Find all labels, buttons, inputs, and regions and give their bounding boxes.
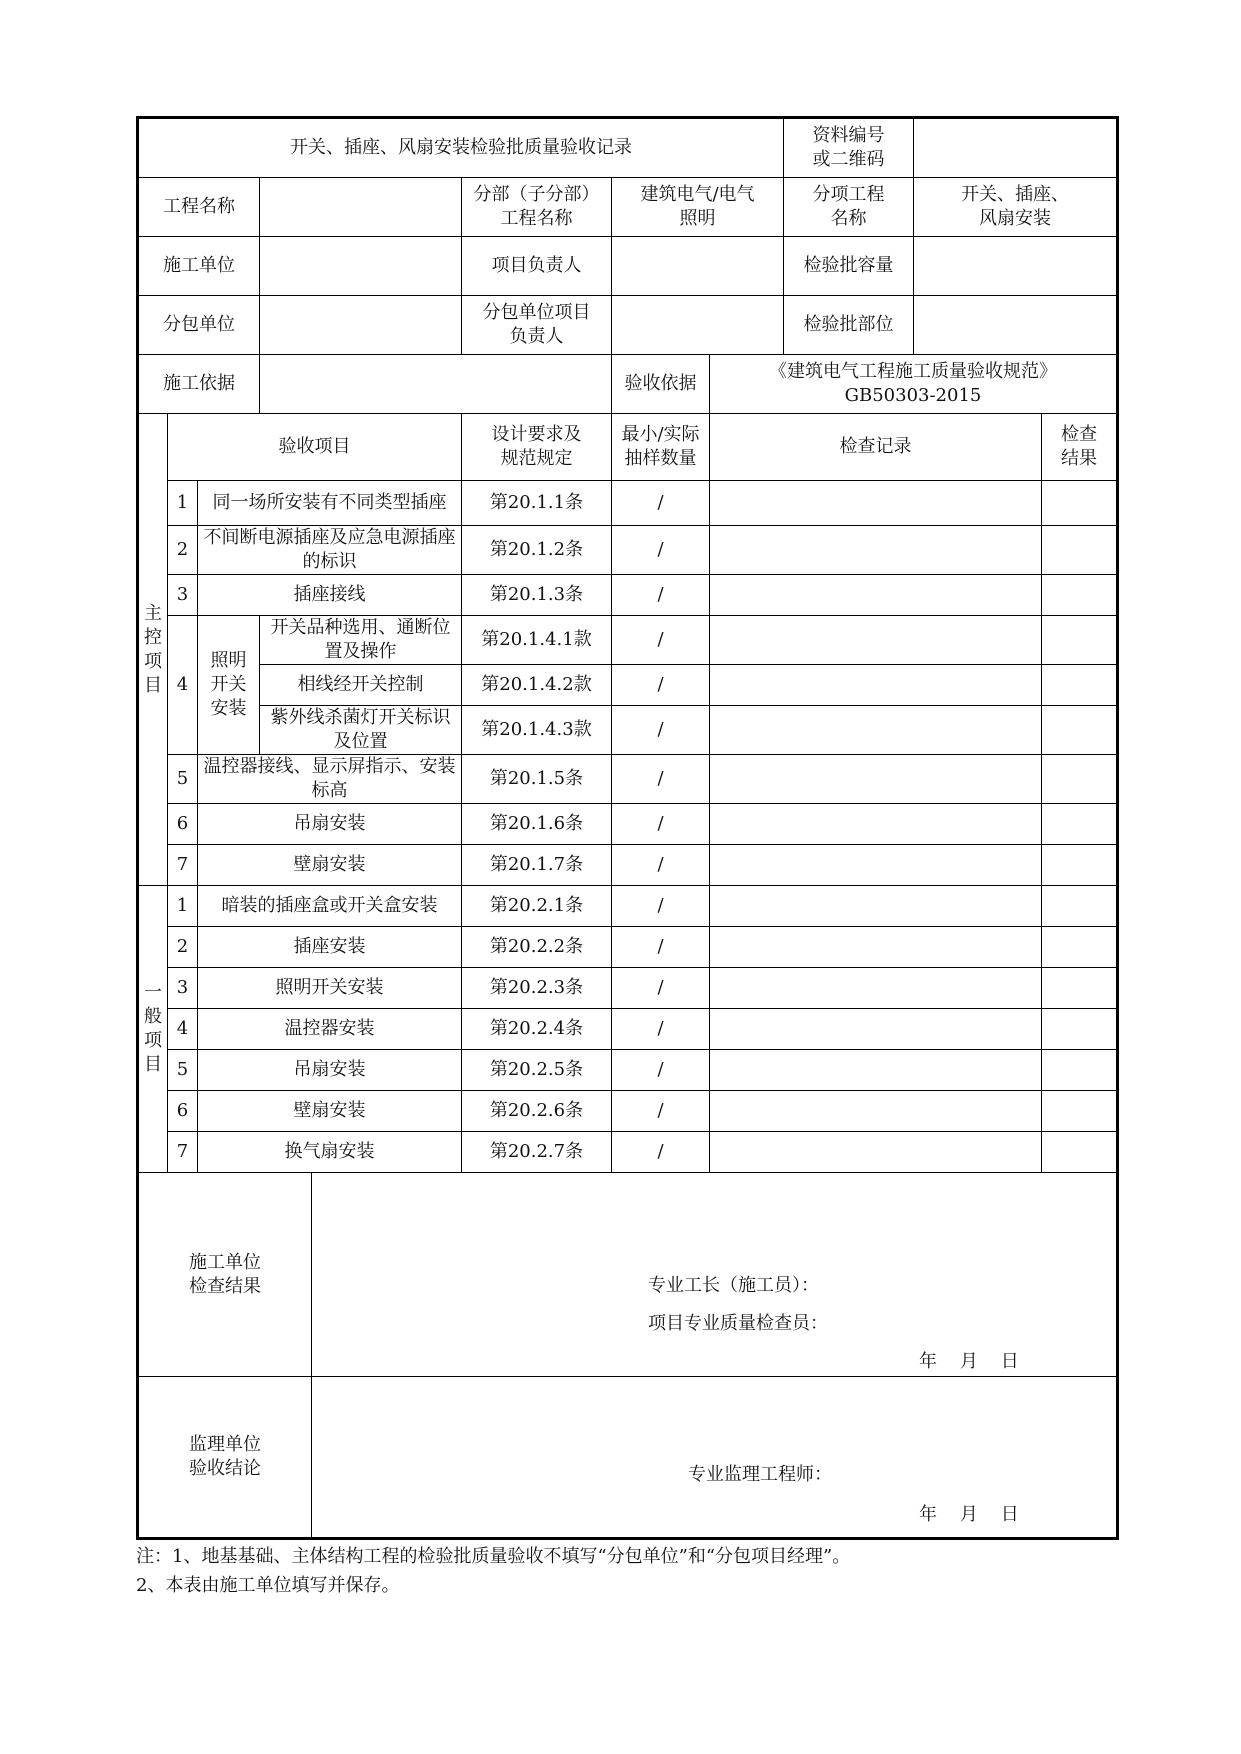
table-row: [138, 665, 1118, 706]
item-name: 吊扇安装: [198, 1050, 462, 1091]
note-line-2: 2、本表由施工单位填写并保存。: [136, 1575, 400, 1596]
item-record[interactable]: [710, 1091, 1042, 1132]
item-result[interactable]: [1042, 1050, 1118, 1091]
item-name: 相线经开关控制: [260, 665, 462, 706]
item-sample[interactable]: /: [612, 755, 710, 804]
item-name: 壁扇安装: [198, 845, 462, 886]
switch-group-label: 照明 开关 安装: [198, 616, 260, 755]
subcontractor-field[interactable]: [260, 296, 462, 355]
form-table: [136, 116, 1119, 1540]
table-row: [138, 804, 1118, 845]
item-result[interactable]: [1042, 1132, 1118, 1173]
pm-label: 项目负责人: [462, 237, 612, 296]
item-record[interactable]: [710, 755, 1042, 804]
col-header-item: 验收项目: [168, 414, 462, 481]
location-label: 检验批部位: [784, 296, 914, 355]
item-no: 6: [168, 804, 198, 845]
item-result[interactable]: [1042, 804, 1118, 845]
item-no: 1: [168, 481, 198, 526]
project-name-label: 工程名称: [138, 178, 260, 237]
doc-no-field[interactable]: [914, 118, 1118, 178]
general-items-label-text: 一般项目: [143, 982, 162, 1075]
item-name: 温控器安装: [198, 1009, 462, 1050]
inspector-signature-label: 项目专业质量检查员：: [648, 1313, 828, 1334]
item-record[interactable]: [710, 526, 1042, 575]
item-spec: 第20.1.3条: [462, 575, 612, 616]
table-row: [138, 1050, 1118, 1091]
contractor-label: 施工单位: [138, 237, 260, 296]
item-result[interactable]: [1042, 616, 1118, 665]
doc-no-label: 资料编号 或二维码: [784, 118, 914, 178]
item-result[interactable]: [1042, 706, 1118, 755]
main-items-label-text: 主控项目: [143, 602, 162, 696]
item-no: 1: [168, 886, 198, 927]
item-spec: 第20.1.4.3款: [462, 706, 612, 755]
item-name: 照明开关安装: [198, 968, 462, 1009]
item-result[interactable]: [1042, 1091, 1118, 1132]
item-spec: 第20.2.1条: [462, 886, 612, 927]
item-name: 插座接线: [198, 575, 462, 616]
location-field[interactable]: [914, 296, 1118, 355]
basis-field[interactable]: [260, 355, 612, 414]
item-no: 6: [168, 1091, 198, 1132]
item-result[interactable]: [1042, 755, 1118, 804]
item-sample[interactable]: /: [612, 1132, 710, 1173]
supervisor-date: 年 月 日: [919, 1504, 1019, 1525]
supervisor-conclusion-field[interactable]: [312, 1377, 1118, 1539]
table-row: [138, 755, 1118, 804]
item-spec: 第20.1.4.1款: [462, 616, 612, 665]
item-sample[interactable]: /: [612, 804, 710, 845]
item-record[interactable]: [710, 706, 1042, 755]
basis-label: 施工依据: [138, 355, 260, 414]
item-spec: 第20.1.1条: [462, 481, 612, 526]
contractor-result-field[interactable]: [312, 1173, 1118, 1377]
item-name: 同一场所安装有不同类型插座: [198, 481, 462, 526]
item-result[interactable]: [1042, 886, 1118, 927]
item-no: 3: [168, 575, 198, 616]
table-row: [138, 968, 1118, 1009]
foreman-signature-label: 专业工长（施工员）：: [648, 1275, 819, 1296]
col-header-record: 检查记录: [710, 414, 1042, 481]
sub-pm-field[interactable]: [612, 296, 784, 355]
item-name: 插座安装: [198, 927, 462, 968]
general-items-label: [138, 886, 168, 1173]
item-name: 吊扇安装: [198, 804, 462, 845]
item-spec: 第20.2.2条: [462, 927, 612, 968]
supervisor-conclusion-label: 监理单位 验收结论: [138, 1377, 312, 1539]
contractor-date: 年 月 日: [919, 1351, 1019, 1372]
item-record[interactable]: [710, 1050, 1042, 1091]
table-row: [138, 706, 1118, 755]
col-header-spec: 设计要求及 规范规定: [462, 414, 612, 481]
item-result[interactable]: [1042, 927, 1118, 968]
project-name-field[interactable]: [260, 178, 462, 237]
item-name: 开关品种选用、通断位置及操作: [260, 616, 462, 665]
item-spec: 第20.1.2条: [462, 526, 612, 575]
item-sample[interactable]: /: [612, 616, 710, 665]
item-spec: 第20.1.6条: [462, 804, 612, 845]
item-sample[interactable]: /: [612, 1009, 710, 1050]
item-sample[interactable]: /: [612, 1091, 710, 1132]
item-record[interactable]: [710, 804, 1042, 845]
table-row: [138, 616, 1118, 665]
item-result[interactable]: [1042, 665, 1118, 706]
item-no: 2: [168, 526, 198, 575]
item-spec: 第20.1.7条: [462, 845, 612, 886]
contractor-result-label: 施工单位 检查结果: [138, 1173, 312, 1377]
item-record[interactable]: [710, 665, 1042, 706]
table-row: [138, 886, 1118, 927]
item-sample[interactable]: /: [612, 927, 710, 968]
item-no: 2: [168, 927, 198, 968]
item-spec: 第20.2.6条: [462, 1091, 612, 1132]
col-header-result: 检查 结果: [1042, 414, 1118, 481]
note-line-1: 注：1、地基基础、主体结构工程的检验批质量验收不填写“分包单位”和“分包项目经理”。: [136, 1546, 851, 1567]
table-row: [138, 481, 1118, 526]
table-row: [138, 1132, 1118, 1173]
item-name: 壁扇安装: [198, 1091, 462, 1132]
engineer-signature-label: 专业监理工程师：: [688, 1464, 832, 1485]
item-record[interactable]: [710, 886, 1042, 927]
item-record[interactable]: [710, 927, 1042, 968]
item-record[interactable]: [710, 1009, 1042, 1050]
subdivision-label: 分部（子分部） 工程名称: [462, 178, 612, 237]
item-result[interactable]: [1042, 845, 1118, 886]
contractor-field[interactable]: [260, 237, 462, 296]
item-record[interactable]: [710, 968, 1042, 1009]
item-sample[interactable]: /: [612, 1050, 710, 1091]
item-sample[interactable]: /: [612, 665, 710, 706]
capacity-field[interactable]: [914, 237, 1118, 296]
item-sample[interactable]: /: [612, 706, 710, 755]
subitem-field[interactable]: 开关、插座、 风扇安装: [914, 178, 1118, 237]
item-no: 4: [168, 1009, 198, 1050]
table-row: [138, 1009, 1118, 1050]
item-result[interactable]: [1042, 526, 1118, 575]
item-no: 3: [168, 968, 198, 1009]
item-name: 温控器接线、显示屏指示、安装标高: [198, 755, 462, 804]
item-no: 5: [168, 1050, 198, 1091]
item-spec: 第20.1.5条: [462, 755, 612, 804]
subdivision-field[interactable]: 建筑电气/电气 照明: [612, 178, 784, 237]
col-header-sample: 最小/实际 抽样数量: [612, 414, 710, 481]
item-sample[interactable]: /: [612, 968, 710, 1009]
item-name: 换气扇安装: [198, 1132, 462, 1173]
pm-field[interactable]: [612, 237, 784, 296]
table-row: [138, 575, 1118, 616]
form-title: 开关、插座、风扇安装检验批质量验收记录: [138, 118, 784, 178]
sub-pm-label: 分包单位项目 负责人: [462, 296, 612, 355]
item-no: 4: [168, 616, 198, 755]
subcontractor-label: 分包单位: [138, 296, 260, 355]
main-items-label: [138, 414, 168, 886]
item-no: 7: [168, 1132, 198, 1173]
item-result[interactable]: [1042, 1009, 1118, 1050]
item-name: 紫外线杀菌灯开关标识及位置: [260, 706, 462, 755]
item-sample[interactable]: /: [612, 526, 710, 575]
item-spec: 第20.2.5条: [462, 1050, 612, 1091]
item-spec: 第20.2.7条: [462, 1132, 612, 1173]
acceptance-basis-label: 验收依据: [612, 355, 710, 414]
table-row: [138, 845, 1118, 886]
item-record[interactable]: [710, 575, 1042, 616]
item-name: 不间断电源插座及应急电源插座的标识: [198, 526, 462, 575]
capacity-label: 检验批容量: [784, 237, 914, 296]
item-result[interactable]: [1042, 481, 1118, 526]
acceptance-basis-value: 《建筑电气工程施工质量验收规范》 GB50303-2015: [710, 355, 1118, 414]
item-sample[interactable]: /: [612, 886, 710, 927]
item-no: 7: [168, 845, 198, 886]
item-result[interactable]: [1042, 575, 1118, 616]
item-sample[interactable]: /: [612, 575, 710, 616]
subitem-label: 分项工程 名称: [784, 178, 914, 237]
item-record[interactable]: [710, 1132, 1042, 1173]
table-row: [138, 1091, 1118, 1132]
table-row: [138, 927, 1118, 968]
item-record[interactable]: [710, 616, 1042, 665]
item-spec: 第20.2.4条: [462, 1009, 612, 1050]
item-record[interactable]: [710, 845, 1042, 886]
item-result[interactable]: [1042, 968, 1118, 1009]
inspection-form: [136, 116, 1116, 1598]
item-spec: 第20.1.4.2款: [462, 665, 612, 706]
item-sample[interactable]: /: [612, 481, 710, 526]
item-name: 暗装的插座盒或开关盒安装: [198, 886, 462, 927]
item-no: 5: [168, 755, 198, 804]
item-spec: 第20.2.3条: [462, 968, 612, 1009]
item-sample[interactable]: /: [612, 845, 710, 886]
item-record[interactable]: [710, 481, 1042, 526]
table-row: [138, 526, 1118, 575]
